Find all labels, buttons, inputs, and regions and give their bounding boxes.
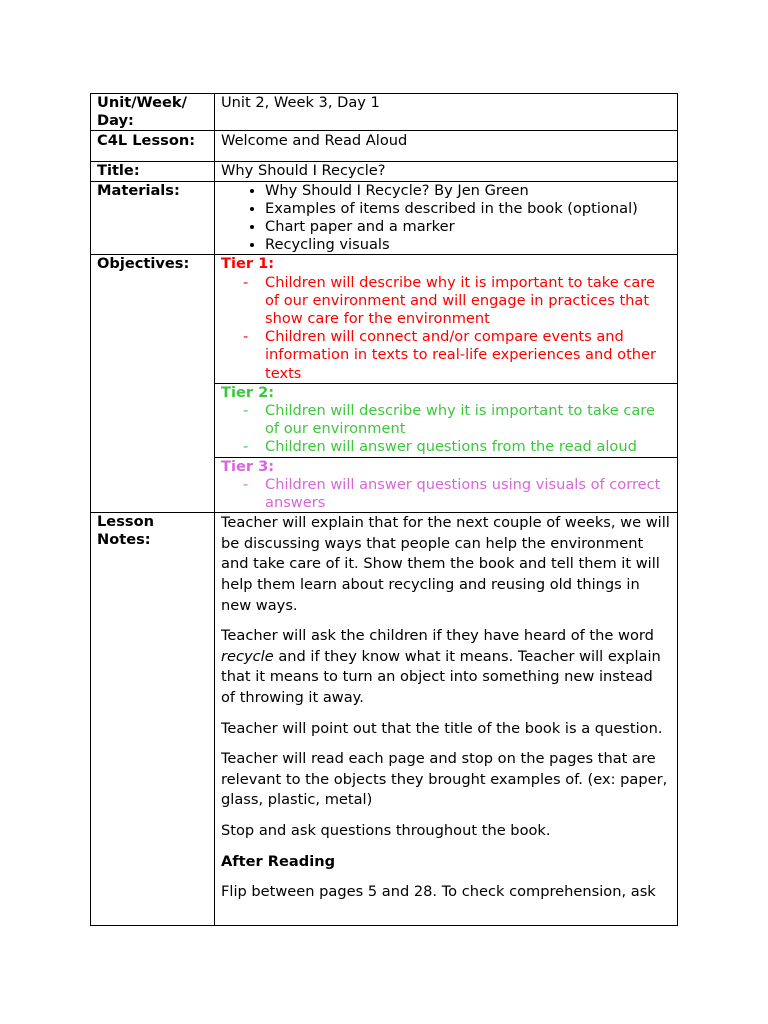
tier3-item [221,476,671,512]
notes-text: and if they know what it means. Teacher will explain that it means to turn an object into something new instead of throwing it away. [221,647,661,707]
tier1-title: Tier 1: [221,255,275,273]
lesson-row [91,131,678,162]
dash-mark: - [243,438,249,456]
objectives-label: Objectives: [91,255,215,513]
tier3-list [221,476,671,512]
tier2-item-text: Children will answer questions from the read aloud [265,438,637,456]
materials-row [91,181,678,255]
notes-paragraph: Teacher will point out that the title of the book is a question. [221,719,663,737]
tier2-list [221,402,671,457]
materials-item: • Chart paper and a marker [265,218,671,236]
tier2-cell [215,383,678,457]
unit-value: Unit 2, Week 3, Day 1 [215,94,678,131]
notes-paragraph: Stop and ask questions throughout the book. [221,821,551,839]
lesson-label: C4L Lesson: [91,131,215,162]
title-value: Why Should I Recycle? [215,162,678,181]
notes-paragraph [221,626,671,708]
materials-item: • Why Should I Recycle? By Jen Green [265,182,671,200]
dash-mark: - [243,475,249,493]
tier3-cell [215,457,678,513]
tier1-item-text: Children will connect and/or compare events and information in texts to real-life experiences and other texts [265,328,657,382]
notes-row [91,513,678,926]
notes-cell [215,513,678,926]
notes-content [221,513,671,924]
tier1-item [221,328,671,383]
tier3-title: Tier 3: [221,457,275,475]
dash-mark: - [243,328,249,346]
tier1-item-text: Children will describe why it is important to take care of our environment and will engage in practices that show care for the environment [265,273,655,328]
notes-label: Lesson Notes: [91,513,215,926]
materials-item: • Recycling visuals [265,236,671,254]
tier1-list [221,274,671,383]
tier1-item [221,274,671,329]
tier2-title: Tier 2: [221,383,275,401]
lesson-value: Welcome and Read Aloud [215,131,678,162]
materials-label: Materials: [91,181,215,255]
title-label: Title: [91,162,215,181]
notes-text: Teacher will ask the children if they have heard of the word [221,627,654,645]
dash-mark: - [243,402,249,420]
objectives-tier1-row [91,255,678,383]
unit-label: Unit/Week/ Day: [91,94,215,131]
lesson-plan-table [90,93,678,926]
materials-list [221,182,671,255]
tier2-item [221,402,671,438]
notes-paragraph: Flip between pages 5 and 28. To check comprehension, ask [221,883,656,901]
unit-row [91,94,678,131]
tier3-item-text: Children will answer questions using visuals of correct answers [265,475,661,512]
after-reading-heading: After Reading [221,852,336,870]
tier1-cell [215,255,678,383]
materials-item: • Examples of items described in the book (optional) [265,200,671,218]
dash-mark: - [243,273,249,291]
tier2-item [221,438,671,456]
materials-cell [215,181,678,255]
tier2-item-text: Children will describe why it is important to take care of our environment [265,402,655,438]
notes-paragraph: Teacher will read each page and stop on the pages that are relevant to the objects they brought examples of. (ex: paper, glass, plastic, metal) [221,750,668,809]
notes-emphasis: recycle [221,647,274,665]
title-row [91,162,678,181]
notes-paragraph: Teacher will explain that for the next couple of weeks, we will be discussing ways that people can help the environment and take care of it. Show them the book and tell them it will help them learn about recycling and reusing old things in new ways. [221,514,670,614]
